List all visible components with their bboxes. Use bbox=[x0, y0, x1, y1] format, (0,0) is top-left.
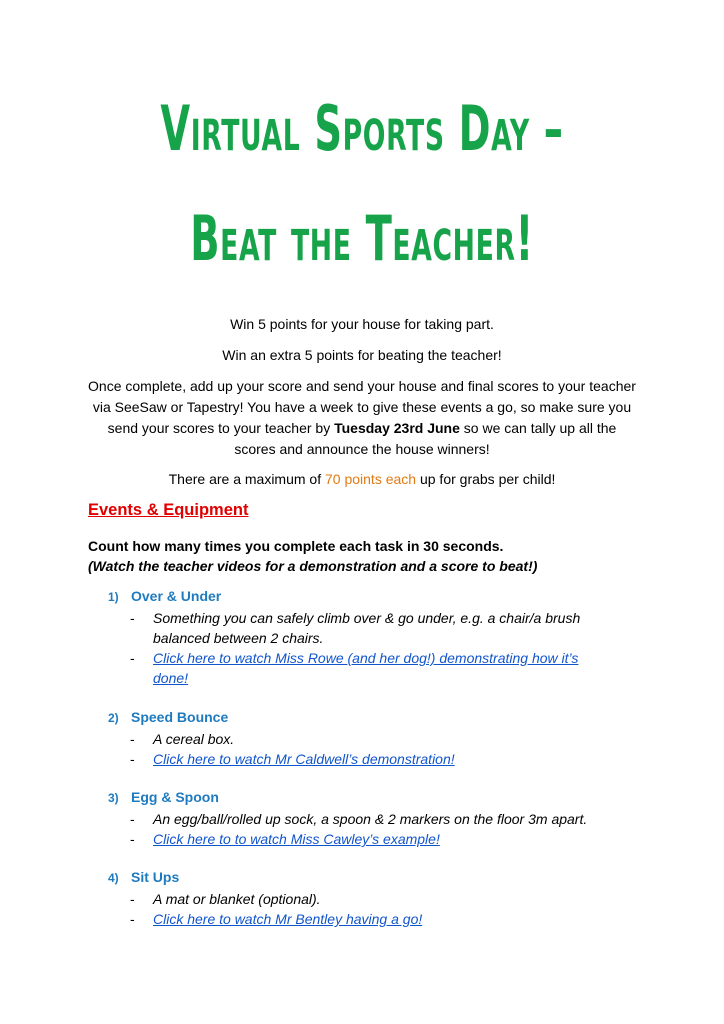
equipment-text: A mat or blanket (optional). bbox=[153, 891, 321, 907]
event-title bbox=[108, 588, 221, 604]
count-instructions-line-1: Count how many times you complete each task in 30 seconds. bbox=[88, 538, 504, 554]
events-heading: Events & Equipment bbox=[88, 501, 249, 519]
bullet-dash: - bbox=[130, 610, 135, 626]
video-link-miss-rowe[interactable]: Click here to watch Miss Rowe (and her dog!) demonstrating how it’s done! bbox=[153, 650, 579, 686]
count-instructions-line-2: (Watch the teacher videos for a demonstration and a score to beat!) bbox=[88, 558, 538, 574]
bullet-dash: - bbox=[130, 811, 135, 827]
video-link-mr-bentley[interactable]: Click here to watch Mr Bentley having a go! bbox=[153, 911, 423, 927]
video-link-item bbox=[130, 648, 600, 688]
equipment-item bbox=[130, 809, 600, 829]
event-number: 1) bbox=[108, 590, 119, 604]
equipment-text: A cereal box. bbox=[153, 731, 235, 747]
equipment-item bbox=[130, 729, 600, 749]
video-link-miss-cawley[interactable]: Click here to to watch Miss Cawley’s example! bbox=[153, 831, 440, 847]
event-title bbox=[108, 869, 179, 885]
event-name: Sit Ups bbox=[131, 869, 180, 885]
bullet-dash: - bbox=[130, 831, 135, 847]
event-name: Egg & Spoon bbox=[131, 789, 219, 805]
equipment-item bbox=[130, 889, 600, 909]
equipment-text: An egg/ball/rolled up sock, a spoon & 2 markers on the floor 3m apart. bbox=[153, 811, 588, 827]
bullet-dash: - bbox=[130, 751, 135, 767]
event-number: 3) bbox=[108, 791, 119, 805]
event-title bbox=[108, 789, 219, 805]
count-instructions bbox=[88, 536, 537, 576]
video-link-item bbox=[130, 749, 600, 769]
intro-paragraph-instructions bbox=[88, 376, 636, 460]
intro-paragraph-participation: Win 5 points for your house for taking part. bbox=[230, 316, 494, 332]
maximum-text-end: up for grabs per child! bbox=[416, 471, 556, 487]
intro-instructions-text-end: so we can tally up all the scores and announce the house winners! bbox=[234, 420, 617, 457]
event-title bbox=[108, 709, 228, 725]
event-number: 2) bbox=[108, 711, 119, 725]
intro-paragraph-maximum bbox=[88, 469, 636, 490]
maximum-points-highlight: 70 points each bbox=[325, 471, 417, 487]
deadline-date: Tuesday 23rd June bbox=[334, 420, 460, 436]
video-link-mr-caldwell[interactable]: Click here to watch Mr Caldwell’s demonstration! bbox=[153, 751, 455, 767]
equipment-item bbox=[130, 608, 600, 648]
bullet-dash: - bbox=[130, 891, 135, 907]
equipment-text: Something you can safely climb over & go under, e.g. a chair/a brush balanced between 2 chairs. bbox=[153, 610, 581, 646]
title-line-2: Beat the Teacher! bbox=[190, 202, 534, 275]
maximum-text: There are a maximum of bbox=[168, 471, 325, 487]
event-number: 4) bbox=[108, 871, 119, 885]
intro-instructions-text: Once complete, add up your score and send your house and final scores to your teacher via SeeSaw or Tapestry! You have a week to give these events a go, so make sure you send your scores to your teacher by bbox=[88, 378, 636, 436]
bullet-dash: - bbox=[130, 650, 135, 666]
event-name: Speed Bounce bbox=[131, 709, 229, 725]
bullet-dash: - bbox=[130, 911, 135, 927]
event-name: Over & Under bbox=[131, 588, 222, 604]
title-line-1: Virtual Sports Day – bbox=[160, 92, 564, 165]
intro-paragraph-bonus: Win an extra 5 points for beating the teacher! bbox=[222, 347, 502, 363]
video-link-item bbox=[130, 909, 600, 929]
video-link-item bbox=[130, 829, 600, 849]
bullet-dash: - bbox=[130, 731, 135, 747]
